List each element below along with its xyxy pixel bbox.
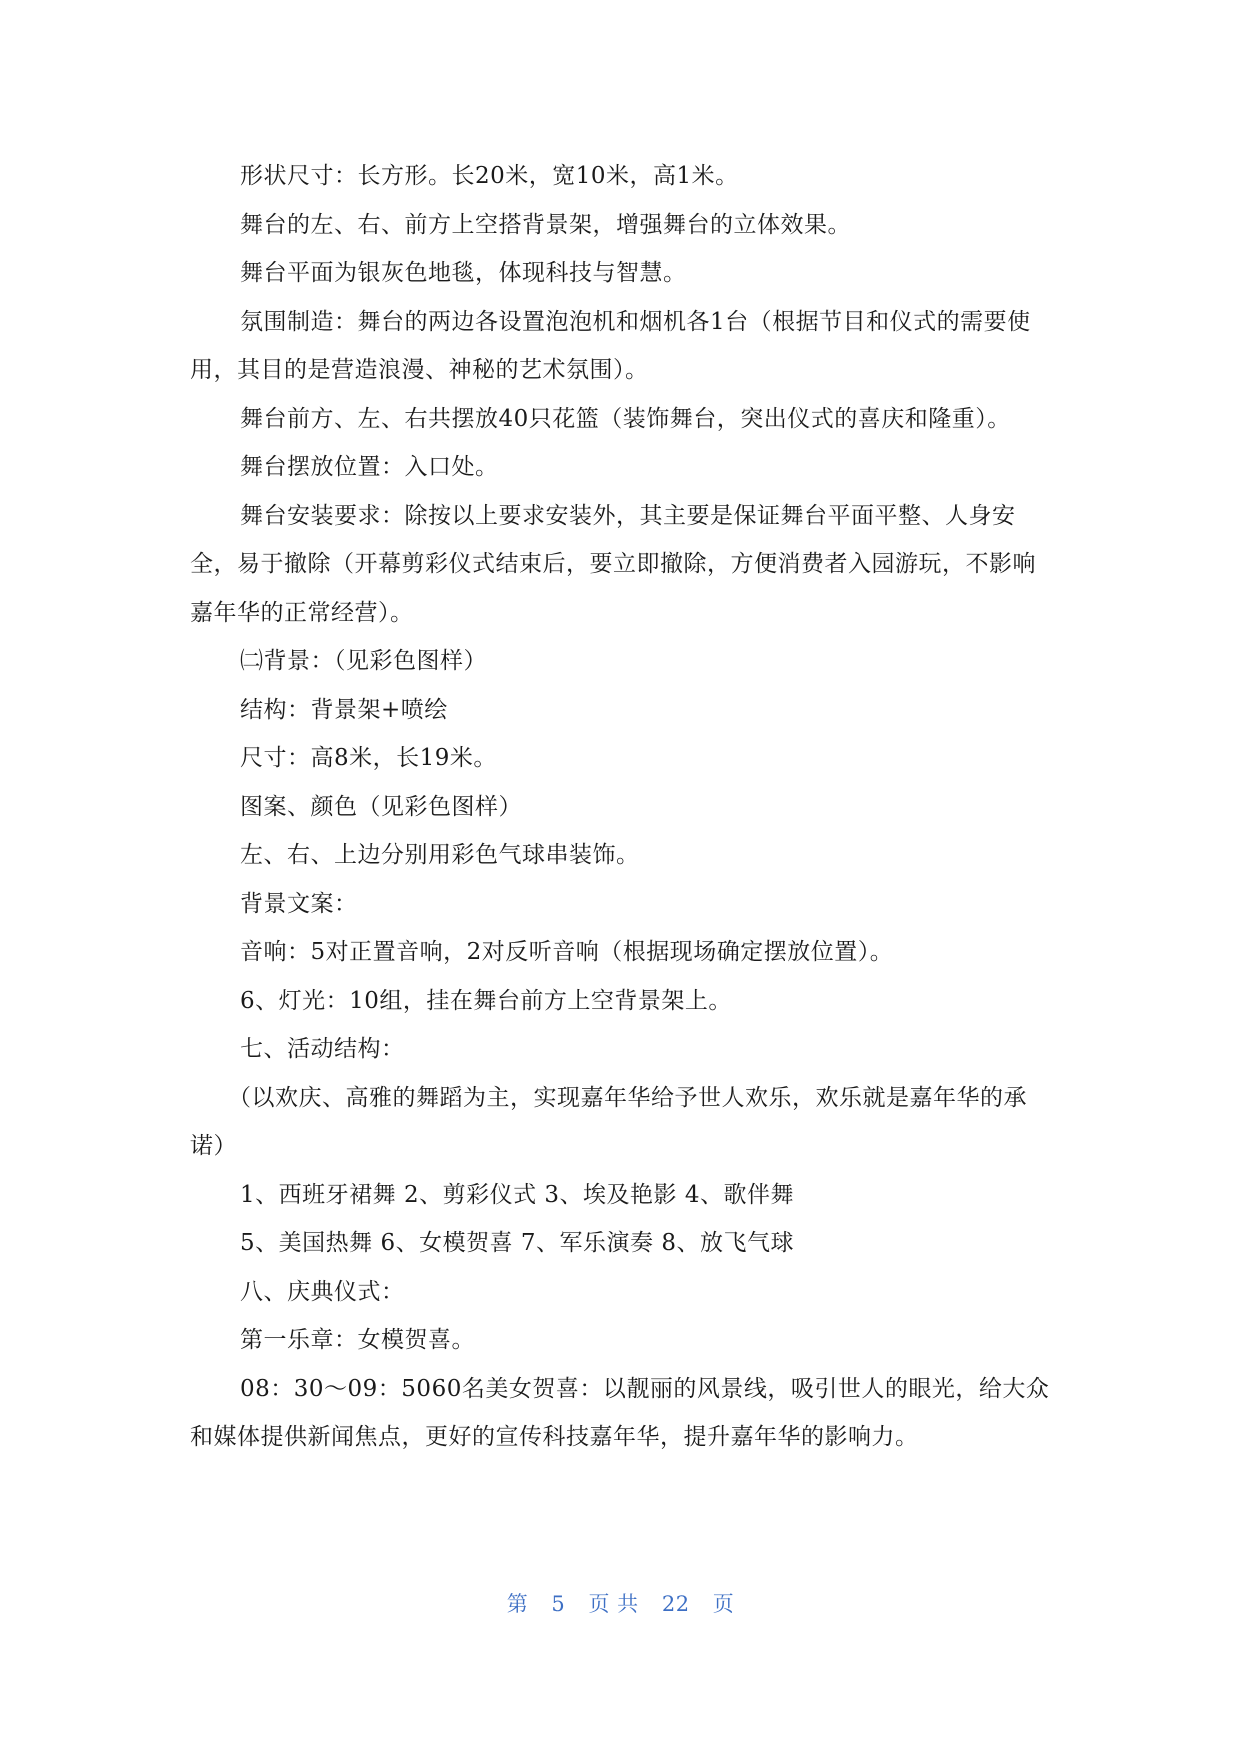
paragraph-lighting: 6、灯光：10组，挂在舞台前方上空背景架上。	[240, 987, 732, 1014]
document-body	[190, 152, 1052, 1462]
paragraph-stage-frame: 舞台的左、右、前方上空搭背景架，增强舞台的立体效果。	[240, 211, 851, 238]
paragraph-stage-size: 形状尺寸：长方形。长20米，宽10米，高1米。	[240, 163, 739, 189]
paragraph-background-copy: 背景文案：	[240, 890, 358, 917]
paragraph-stage-carpet: 舞台平面为银灰色地毯，体现科技与智慧。	[240, 260, 687, 286]
footer-page-number: 5	[551, 1592, 566, 1616]
paragraph-structure: 结构：背景架+喷绘	[240, 696, 448, 723]
paragraph-balloons: 左、右、上边分别用彩色气球串装饰。	[240, 842, 640, 868]
paragraph-first-movement: 第一乐章：女模贺喜。	[240, 1327, 475, 1353]
paragraph-installation: 舞台安装要求：除按以上要求安装外，其主要是保证舞台平面平整、人身安全，易于撤除（开幕剪彩仪式结束后，要立即撤除，方便消费者入园游玩，不影响嘉年华的正常经营）。	[190, 502, 1036, 626]
paragraph-atmosphere: 氛围制造：舞台的两边各设置泡泡机和烟机各1台（根据节目和仪式的需要使用，其目的是营造浪漫、神秘的艺术氛围）。	[190, 308, 1031, 383]
paragraph-pattern-color: 图案、颜色（见彩色图样）	[240, 793, 522, 820]
paragraph-program-list-2: 5、美国热舞 6、女模贺喜 7、军乐演奏 8、放飞气球	[240, 1230, 794, 1256]
paragraph-flower-baskets: 舞台前方、左、右共摆放40只花篮（装饰舞台，突出仪式的喜庆和隆重）。	[240, 405, 1011, 432]
footer-middle: 页 共	[588, 1592, 639, 1616]
paragraph-activity-theme: （以欢庆、高雅的舞蹈为主，实现嘉年华给予世人欢乐，欢乐就是嘉年华的承诺）	[190, 1084, 1027, 1159]
footer-prefix: 第	[506, 1592, 529, 1616]
paragraph-background-heading: ㈡背景：（见彩色图样）	[240, 648, 487, 674]
paragraph-dimensions: 尺寸：高8米，长19米。	[240, 745, 497, 771]
paragraph-schedule-models: 08：30～09：5060名美女贺喜：以靓丽的风景线，吸引世人的眼光，给大众和媒体提供新闻焦点，更好的宣传科技嘉年华，提升嘉年华的影响力。	[190, 1375, 1050, 1450]
footer-suffix: 页	[712, 1592, 735, 1616]
section-heading-ceremony: 八、庆典仪式：	[240, 1278, 405, 1305]
page-footer	[0, 1588, 1241, 1618]
paragraph-program-list-1: 1、西班牙裙舞 2、剪彩仪式 3、埃及艳影 4、歌伴舞	[240, 1181, 794, 1208]
section-heading-activity-structure: 七、活动结构：	[240, 1036, 405, 1062]
paragraph-stage-location: 舞台摆放位置：入口处。	[240, 454, 499, 480]
footer-total-pages: 22	[661, 1592, 690, 1616]
paragraph-audio: 音响：5对正置音响，2对反听音响（根据现场确定摆放位置）。	[240, 939, 894, 965]
